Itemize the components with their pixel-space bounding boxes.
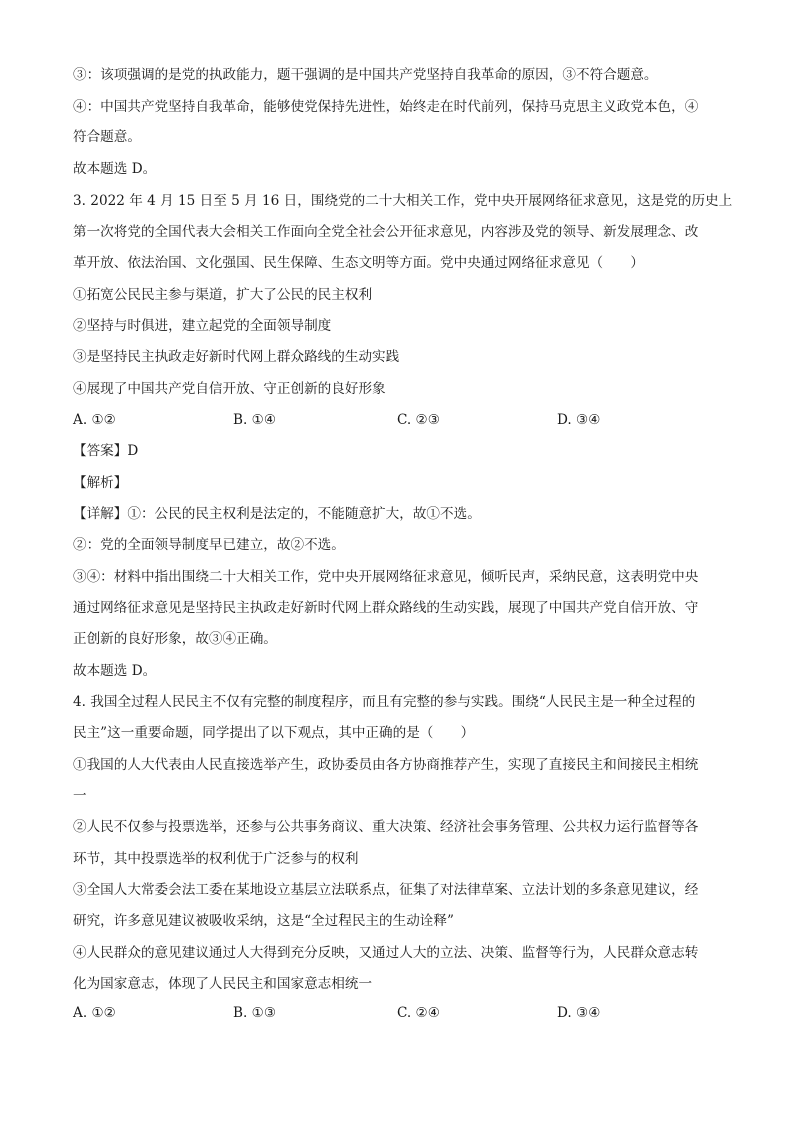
detail-tag: 【详解】 xyxy=(73,506,128,522)
question-4-statement: 一 xyxy=(73,788,87,804)
question-4-option-d: D. ③④ xyxy=(557,1005,601,1021)
question-4-option-a: A. ①② xyxy=(73,1005,116,1021)
question-4-option-c: C. ②④ xyxy=(397,1005,440,1021)
question-3-statement: ②坚持与时俱进，建立起党的全面领导制度 xyxy=(73,318,332,334)
answer-value: D xyxy=(127,443,139,459)
question-3-statement: ①拓宽公民民主参与渠道，扩大了公民的民主权利 xyxy=(73,287,373,303)
question-3-option-b: B. ①④ xyxy=(233,412,277,428)
question-4-stem: 4. 我国全过程人民民主不仅有完整的制度程序，而且有完整的参与实践。围绕“人民民主是一种全过程的 xyxy=(73,694,696,710)
text-line: 符合题意。 xyxy=(73,129,141,145)
analysis-tag: 【解析】 xyxy=(73,475,128,491)
question-4-statement: 环节，其中投票选举的权利优于广泛参与的权利 xyxy=(73,851,359,867)
text-line: ③④：材料中指出围绕二十大相关工作，党中央开展网络征求意见，倾听民声，采纳民意，这表明党中央 xyxy=(73,569,699,585)
question-4-statement: 化为国家意志，体现了人民民主和国家意志相统一 xyxy=(73,976,373,992)
question-3-option-c: C. ②③ xyxy=(397,412,440,428)
question-3-option-d: D. ③④ xyxy=(557,412,601,428)
question-3-statement: ③是坚持民主执政走好新时代网上群众路线的生动实践 xyxy=(73,349,400,365)
question-4-statement: ①我国的人大代表由人民直接选举产生，政协委员由各方协商推荐产生，实现了直接民主和间接民主相统 xyxy=(73,757,699,773)
question-4-option-b: B. ①③ xyxy=(233,1005,277,1021)
question-3-stem: 3. 2022 年 4 月 15 日至 5 月 16 日，围绕党的二十大相关工作，党中央开展网络征求意见，这是党的历史上 xyxy=(73,193,733,209)
text-line: 故本题选 D。 xyxy=(73,161,157,177)
text-line: 通过网络征求意见是坚持民主执政走好新时代网上群众路线的生动实践，展现了中国共产党自信开放、守 xyxy=(73,600,699,616)
detail-text: ①：公民的民主权利是法定的，不能随意扩大，故①不选。 xyxy=(127,506,481,522)
text-line: ④：中国共产党坚持自我革命，能够使党保持先进性，始终走在时代前列，保持马克思主义政党本色，④ xyxy=(73,99,699,115)
question-4-statement: ②人民不仅参与投票选举，还参与公共事务商议、重大决策、经济社会事务管理、公共权力运行监督等各 xyxy=(73,819,699,835)
question-3-option-a: A. ①② xyxy=(73,412,116,428)
text-line: 正创新的良好形象，故③④正确。 xyxy=(73,631,277,647)
question-3-statement: ④展现了中国共产党自信开放、守正创新的良好形象 xyxy=(73,381,386,397)
detail-line xyxy=(73,505,733,523)
text-line: ②：党的全面领导制度早已建立，故②不选。 xyxy=(73,537,345,553)
answer-tag: 【答案】 xyxy=(73,443,128,459)
question-3-stem: 第一次将党的全国代表大会相关工作面向全党全社会公开征求意见，内容涉及党的领导、新发展理念、改 xyxy=(73,224,699,240)
text-line: 故本题选 D。 xyxy=(73,663,157,679)
answer-line xyxy=(73,442,733,460)
question-4-stem: 民主”这一重要命题，同学提出了以下观点，其中正确的是（ ） xyxy=(73,725,475,741)
text-line: ③：该项强调的是党的执政能力，题干强调的是中国共产党坚持自我革命的原因，③不符合题意。 xyxy=(73,67,658,83)
question-4-statement: ④人民群众的意见建议通过人大得到充分反映，又通过人大的立法、决策、监督等行为，人民群众意志转 xyxy=(73,945,699,961)
question-3-stem: 革开放、依法治国、文化强国、民生保障、生态文明等方面。党中央通过网络征求意见（ ） xyxy=(73,255,644,271)
question-4-statement: ③全国人大常委会法工委在某地设立基层立法联系点，征集了对法律草案、立法计划的多条意见建议，经 xyxy=(73,882,699,898)
question-4-statement: 研究，许多意见建议被吸收采纳，这是“全过程民主的生动诠释” xyxy=(73,913,454,929)
